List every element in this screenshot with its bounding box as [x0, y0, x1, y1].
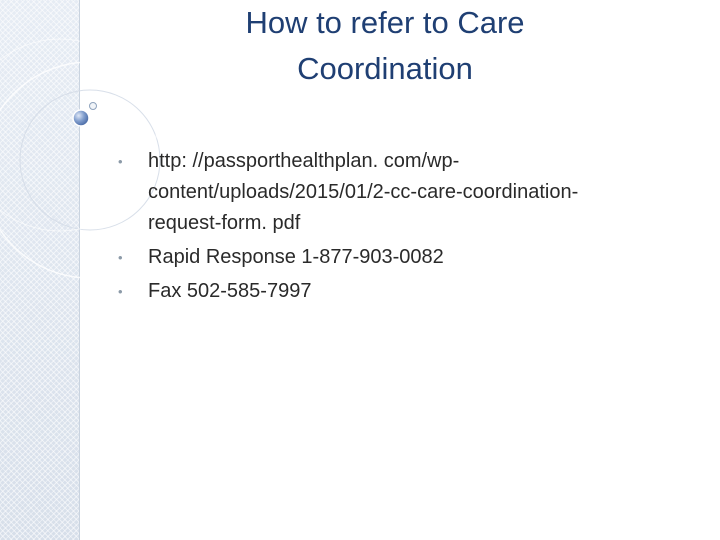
fax-text: Fax 502-585-7997: [148, 280, 312, 302]
bullet-icon: •: [118, 284, 123, 299]
small-ring-icon: [90, 103, 97, 110]
title-line-1: How to refer to Care: [245, 5, 525, 40]
bullet-item-rapid-response: [118, 242, 688, 273]
band-divider: [79, 0, 80, 540]
rapid-response-text: Rapid Response 1-877-903-0082: [148, 246, 444, 268]
referral-link-line-2: content/uploads/2015/01/2-cc-care-coordination-: [148, 181, 579, 203]
referral-link-line-1: http: //passporthealthplan. com/wp-: [148, 150, 460, 172]
title-line-2: Coordination: [297, 51, 473, 86]
bullet-item-referral-link: [118, 146, 688, 239]
left-decorative-band: [0, 0, 79, 540]
bullet-item-fax: [118, 276, 688, 307]
bullet-icon: •: [118, 154, 123, 169]
bullet-icon: •: [118, 250, 123, 265]
bullet-list: [118, 146, 688, 307]
referral-link-line-3: request-form. pdf: [148, 212, 301, 234]
slide-title: [150, 0, 620, 92]
